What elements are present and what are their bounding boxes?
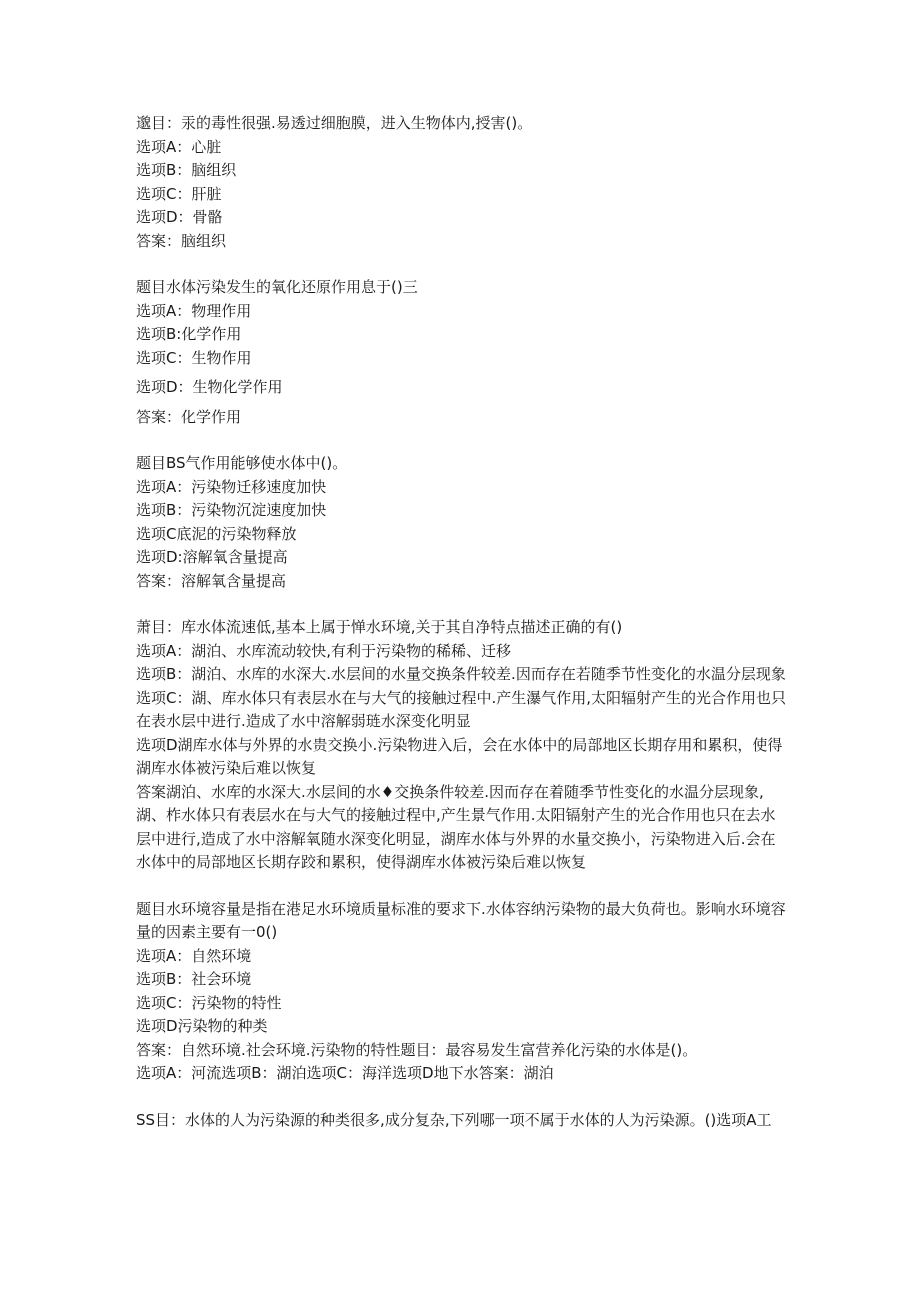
option-c: 选项C：湖、库水体只有表层水在与大气的接触过程中.产生瀑气作用,太阳辐射产生的光合作用也只在表水层中进行.造成了水中溶解弱琏水深变化明显 (136, 688, 786, 730)
question-text: 邈目：汞的毒性很强.易透过细胞膜，进入生物体内,授害()。 (136, 114, 533, 132)
answer-text: 答案：自然环境.社会环境.污染物的特性题目：最容易发生富营养化污染的水体是()。 (136, 1040, 698, 1059)
question-text: 题目水体污染发生的氧化还原作用息于()三 (136, 278, 418, 296)
answer-text: 答案：化学作用 (136, 407, 242, 426)
question-block-1 (136, 112, 786, 253)
question-block-3 (136, 452, 786, 593)
option-b: 选项B：污染物沉淀速度加快 (136, 501, 327, 519)
option-d: 选项D:溶解氧含量提高 (136, 548, 288, 566)
option-c: 选项C：污染物的特性 (136, 993, 282, 1012)
option-a: 选项A：物理作用 (136, 301, 252, 320)
option-d: 选项D：骨骼 (136, 208, 223, 226)
question-text: 题目BS气作用能够使水体中()。 (136, 454, 348, 472)
question-text: 题目水环境容量是指在港足水环境质量标准的要求下.水体容纳污染物的最大负荷也。影响水环境容量的因素主要有一0() (136, 899, 786, 941)
question-block-2 (136, 276, 786, 429)
option-a: 选项A：湖泊、水库流动较快,有利于污染物的稀稀、迁移 (136, 641, 512, 660)
option-a: 选项A：自然环境 (136, 946, 252, 965)
compressed-question-line: 选项A：河流选项B：湖泊选项C：海洋选项D地下水答案：湖泊 (136, 1064, 554, 1082)
option-a: 选项A：心脏 (136, 137, 222, 156)
question-block-5 (136, 898, 786, 1086)
option-d: 选项D：生物化学作用 (136, 378, 283, 396)
question-block-4 (136, 616, 786, 875)
question-text: 萧目：库水体流速低,基本上属于惮水环境,关于其自净特点描述正确的有() (136, 618, 623, 636)
trailing-question-text: SS目：水体的人为污染源的种类很多,成分复杂,下列哪一项不属于水体的人为污染源。()选项A工 (136, 1110, 772, 1129)
option-c: 选项C：肝脏 (136, 184, 222, 203)
answer-text: 答案湖泊、水库的水深大.水层间的水♦交换条件较差.因而存在着随季节性变化的水温分层现象,湖、柞水体只有表层水在与大气的接触过程中,产生景气作用.太阳镉射产生的光合作用也只在去水层中进行,造成了水中溶解氧随水深变化明显，湖库水体与外界的水量交换小，污染物进入后.会在水体中的局部地区长期存跤和累积，使得湖库水体被污染后难以恢复 (136, 782, 776, 871)
document-page (136, 112, 786, 1132)
answer-text: 答案：脑组织 (136, 231, 227, 250)
option-d: 选项D湖库水体与外界的水贵交换小.污染物进入后，会在水体中的局部地区长期存用和累积，使得湖库水体被污染后难以恢复 (136, 735, 783, 777)
option-b: 选项B:化学作用 (136, 325, 242, 343)
option-b: 选项B：社会环境 (136, 970, 252, 988)
option-b: 选项B：湖泊、水库的水深大.水层间的水量交换条件较差.因而存在若随季节性变化的水温分层现象 (136, 665, 786, 683)
answer-text: 答案：溶解氧含量提高 (136, 571, 287, 590)
option-d: 选项D污染物的种类 (136, 1017, 268, 1035)
option-c: 选项C：生物作用 (136, 348, 252, 367)
option-a: 选项A：污染物迁移速度加快 (136, 477, 327, 496)
option-c: 选项C底泥的污染物释放 (136, 524, 297, 543)
option-b: 选项B：脑组织 (136, 161, 237, 179)
